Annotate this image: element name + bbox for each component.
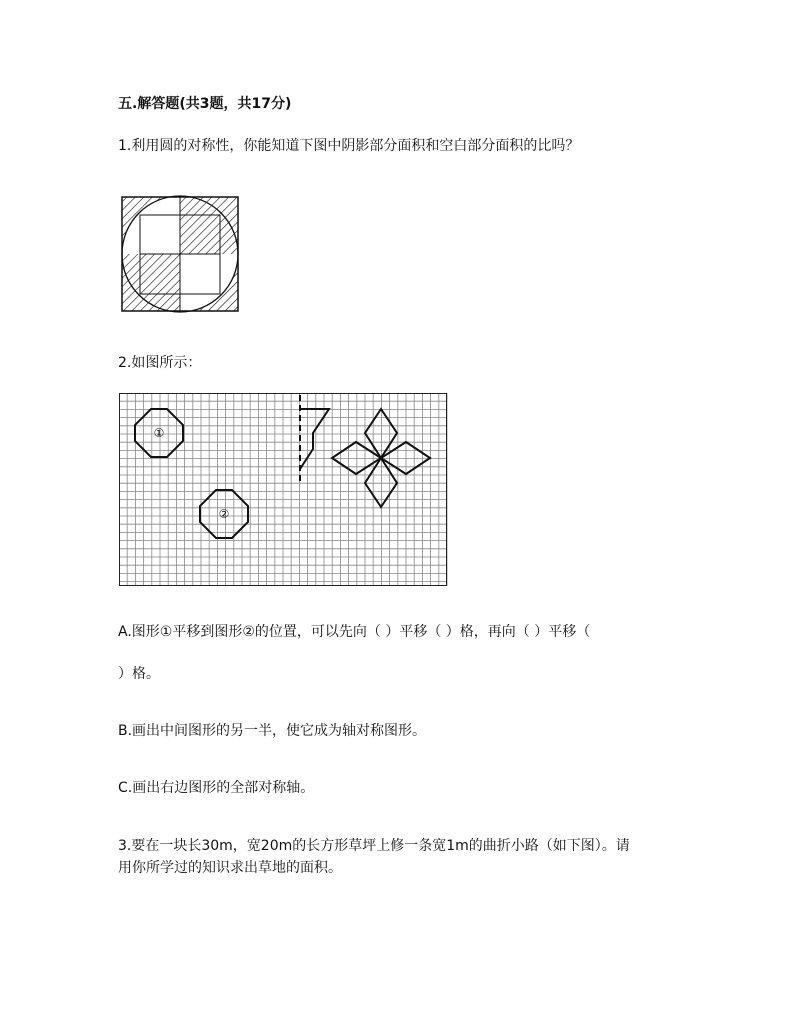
question-2-text: 2.如图所示：: [118, 355, 202, 371]
shape-label-1: ①: [153, 426, 165, 440]
circle-symmetry-figure: [120, 195, 242, 315]
question-3-line2: 用你所学过的知识求出草地的面积。: [118, 860, 342, 876]
shape-label-2: ②: [218, 507, 230, 521]
question-3-line1: 3.要在一块长30m，宽20m的长方形草坪上修一条宽1m的曲折小路（如下图）。请: [118, 838, 630, 854]
question-1-text: 1.利用圆的对称性，你能知道下图中阴影部分面积和空白部分面积的比吗？: [118, 138, 580, 154]
section-heading: 五.解答题(共3题，共17分): [118, 96, 292, 112]
question-2-part-b: B.画出中间图形的另一半，使它成为轴对称图形。: [118, 723, 427, 739]
question-2-part-c: C.画出右边图形的全部对称轴。: [118, 780, 315, 796]
question-2-part-a-line1: A.图形①平移到图形②的位置，可以先向（ ）平移（ ）格，再向（ ）平移（: [118, 624, 591, 640]
question-2-part-a-line2: ）格。: [118, 666, 160, 682]
translation-grid-figure: [119, 393, 449, 588]
